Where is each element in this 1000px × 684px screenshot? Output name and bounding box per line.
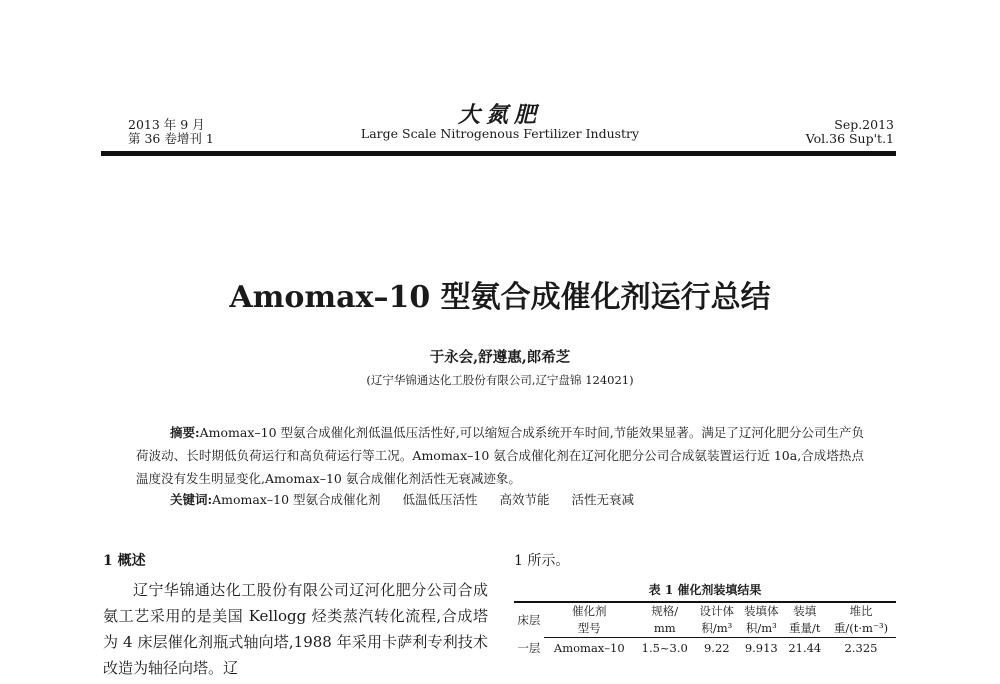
abstract-label: 摘要: bbox=[170, 425, 200, 440]
header-volume-en: Vol.36 Sup't.1 bbox=[805, 131, 894, 146]
table-header-cell: 规格/ bbox=[635, 602, 695, 620]
header-issue-en bbox=[806, 118, 894, 146]
table-row bbox=[514, 638, 896, 660]
catalyst-loading-table bbox=[514, 601, 896, 659]
keyword-item: 低温低压活性 bbox=[402, 492, 478, 507]
table-cell: 9.913 bbox=[744, 641, 778, 655]
header-date-cn: 2013 年 9 月 bbox=[128, 117, 205, 132]
abstract bbox=[136, 421, 864, 490]
keyword-item: Amomax–10 型氨合成催化剂 bbox=[212, 492, 381, 507]
paper-affiliation: (辽宁华锦通达化工股份有限公司,辽宁盘锦 124021) bbox=[366, 373, 634, 387]
table-cell: 2.325 bbox=[844, 641, 878, 655]
keywords bbox=[170, 492, 656, 508]
table-header-cell: 装填体 bbox=[739, 602, 784, 620]
table-header-cell: 催化剂 bbox=[544, 602, 635, 620]
table-header-cell: 重量/t bbox=[784, 620, 826, 638]
table-header-cell: 型号 bbox=[544, 620, 635, 638]
table-cell: 9.22 bbox=[703, 641, 730, 655]
abstract-text: Amomax–10 型氨合成催化剂低温低压活性好,可以缩短合成系统开车时间,节能效果显著。满足了辽河化肥分公司生产负荷波动、长时期低负荷运行和高负荷运行等工况。Amomax–10 氨合成催化剂在辽河化肥分公司合成氨装置运行近 10a,合成塔热点温度没有发生明显变化,Amomax–10 氨合成催化剂活性无衰减迹象。 bbox=[136, 425, 864, 486]
right-column-text: 1 所示。 bbox=[514, 553, 570, 569]
table-cell: Amomax–10 bbox=[553, 641, 625, 655]
header-rule bbox=[101, 151, 896, 156]
table-cell: 一层 bbox=[517, 640, 541, 655]
table-header-cell: 设计体 bbox=[695, 602, 740, 620]
table-caption: 表 1 催化剂装填结果 bbox=[648, 583, 762, 597]
keywords-label: 关键词: bbox=[170, 492, 213, 507]
table-header-cell: mm bbox=[635, 620, 695, 638]
table-header-cell: 积/m³ bbox=[739, 620, 784, 638]
paper-authors: 于永会,舒遵惠,郎希芝 bbox=[429, 349, 571, 366]
section-body bbox=[103, 577, 488, 681]
header-volume-cn: 第 36 卷增刊 1 bbox=[128, 131, 214, 146]
table-header-cell: 积/m³ bbox=[695, 620, 740, 638]
table-header-cell: 堆比 bbox=[826, 602, 896, 620]
table-header-cell: 重/(t·m⁻³) bbox=[826, 620, 896, 638]
section-heading: 1 概述 bbox=[103, 553, 146, 569]
keyword-item: 高效节能 bbox=[499, 492, 550, 507]
journal-logo: 大氮肥 bbox=[457, 102, 542, 128]
keyword-item: 活性无衰减 bbox=[571, 492, 635, 507]
header-date-en: Sep.2013 bbox=[834, 117, 894, 132]
journal-english-name: Large Scale Nitrogenous Fertilizer Industry bbox=[360, 126, 640, 141]
table-header-cell: 装填 bbox=[784, 602, 826, 620]
table-cell: 1.5~3.0 bbox=[641, 641, 688, 655]
table-header-cell: 床层 bbox=[514, 602, 544, 638]
section-paragraph: 辽宁华锦通达化工股份有限公司辽河化肥分公司合成氨工艺采用的是美国 Kellogg 烃类蒸汽转化流程,合成塔为 4 床层催化剂瓶式轴向塔,1988 年采用卡萨利专利技术改造为轴径向塔。辽 bbox=[103, 581, 488, 677]
paper-title: Amomax–10 型氨合成催化剂运行总结 bbox=[229, 280, 771, 315]
table-cell: 21.44 bbox=[788, 641, 822, 655]
